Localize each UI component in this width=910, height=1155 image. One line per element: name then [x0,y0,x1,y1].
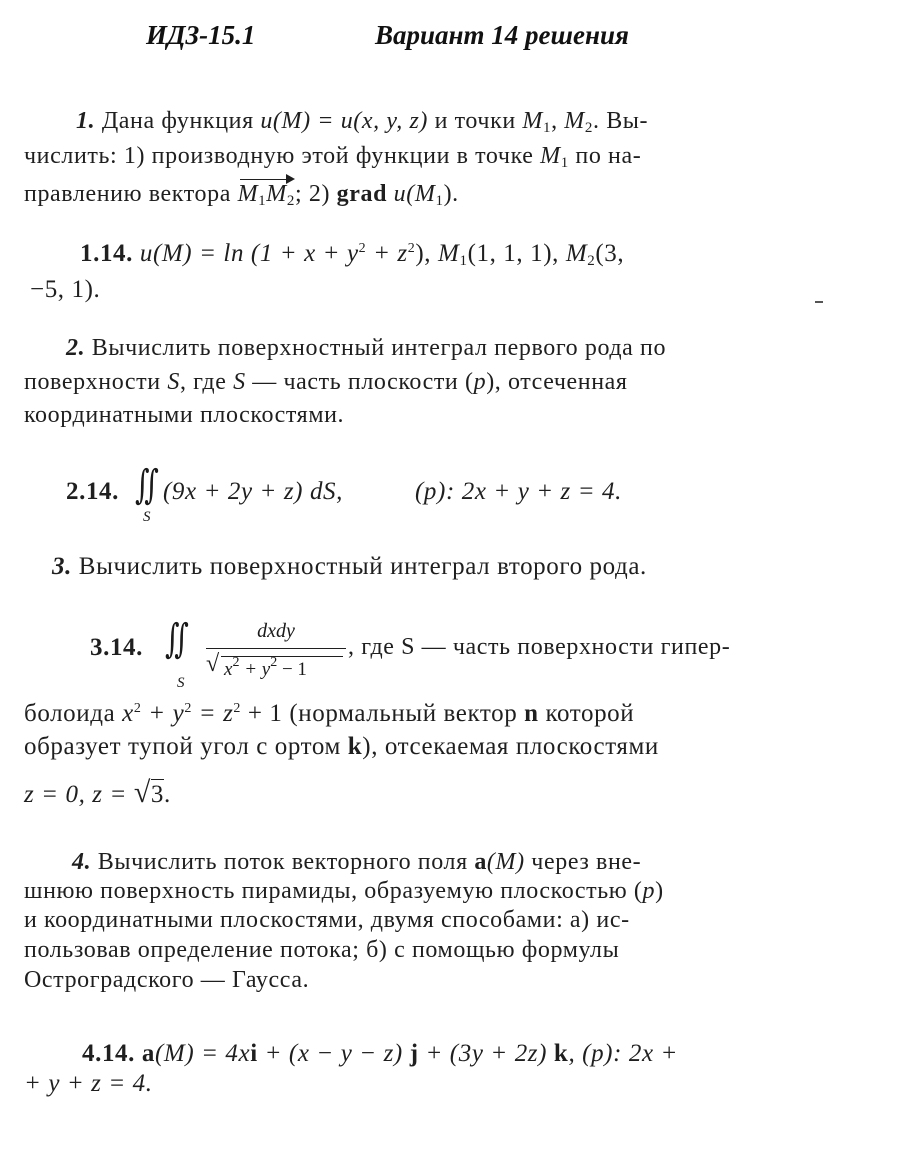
task3-14-line1-text: , где S — часть поверхности гипер- [348,634,731,660]
fraction-bar [206,648,346,649]
task4-14-line2: + y + z = 4. [24,1070,153,1097]
task1-line1: 1. Дана функция u(M) = u(x, y, z) и точки $M_1$, $M_2$. Вы- [76,108,649,136]
task4-line4: пользовав определение потока; б) с помощью формулы [24,937,620,963]
task-number: 3. [52,553,72,580]
double-integral-sign: ∬ [165,616,180,662]
task1-line2: числить: 1) производную этой функции в точке $M_1$ по на- [24,143,642,171]
task-number: 2. [66,335,86,361]
task-number: 1. [76,108,96,134]
integral-domain: S [143,509,151,525]
task-number: 1.14. [80,240,133,267]
task3-14-line2: болоида $x^2 + y^2 = z^2 + 1$ (нормальный вектор n которой [24,700,635,727]
task1-14-line1: 1.14. $u(M) = \ln (1 + x + y^2 + z^2)$, $M_1(1$, 1, 1), $M_2(3$, [80,240,625,269]
plane-equation: (p): 2x + y + z = 4. [415,478,623,505]
task4-line1: 4. Вычислить поток векторного поля a(M) через вне- [72,849,642,875]
double-integral-sign: ∬ [135,462,150,508]
integral-domain: S [177,675,185,691]
task3-line1: 3. Вычислить поверхностный интеграл второго рода. [52,553,647,580]
task2-line3: координатными плоскостями. [24,402,345,428]
vector-arrow: $M_1M_2$ [237,181,295,209]
task4-line5: Остроградского — Гаусса. [24,967,310,993]
doc-id-title: ИДЗ-15.1 [146,20,256,50]
task3-14-line4: z = 0, z = √3. [24,776,171,809]
task4-line2: шнюю поверхность пирамиды, образуемую плоскостью (p) [24,878,664,904]
task-number: 4.14. [82,1040,135,1067]
task2-line2: поверхности S, где S — часть плоскости (p), отсеченная [24,369,628,395]
task4-line3: и координатными плоскостями, двумя способами: а) ис- [24,907,630,933]
fraction-numerator: dxdy [257,620,295,642]
task2-line1: 2. Вычислить поверхностный интеграл первого рода по [66,335,667,361]
task-number: 4. [72,849,92,875]
task4-14-line1: 4.14. a(M) = 4xi + (x − y − z) j + (3y + 2z) k, (p): 2x + [82,1040,678,1067]
scan-mark [815,301,823,303]
task-number: 2.14. [66,478,119,505]
variant-title: Вариант 14 решения [375,20,629,50]
task1-14-line2: −5, 1). [30,276,101,303]
sqrt-sign: √ [133,776,151,809]
task1-line3: правлению вектора $M_1M_2$; 2) grad $u(M_1)$. [24,181,459,209]
fraction-denominator: $x^2 + y^2 - 1$ [224,655,307,680]
task-number: 3.14. [90,634,143,661]
task3-14-line3: образует тупой угол с ортом k), отсекаемая плоскостями [24,733,659,760]
integrand: (9x + 2y + z) dS, [163,478,344,505]
sqrt-sign: √ [206,651,220,677]
